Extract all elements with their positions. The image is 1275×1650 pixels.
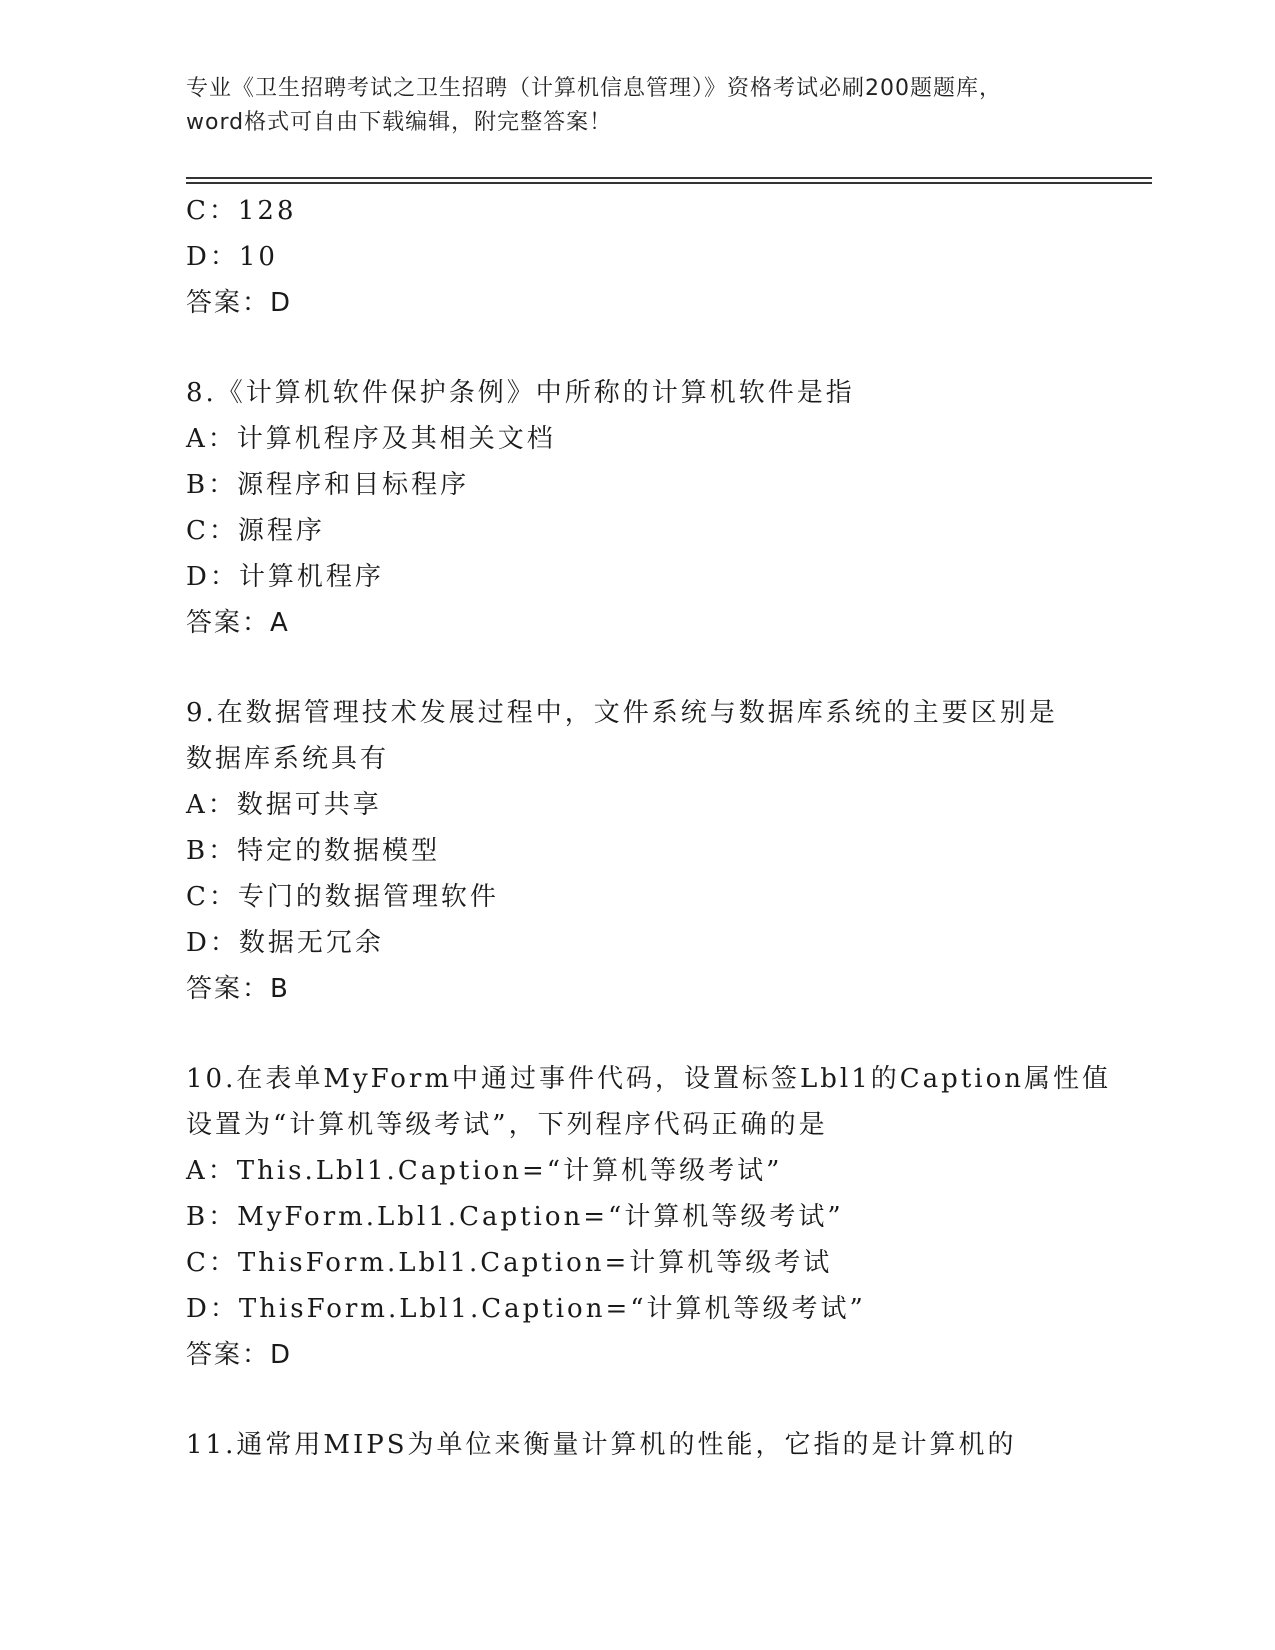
- question-7-continued: [186, 188, 1106, 326]
- question-stem-line-1: 9.在数据管理技术发展过程中，文件系统与数据库系统的主要区别是: [186, 698, 1058, 728]
- question-stem: 11.通常用MIPS为单位来衡量计算机的性能，它指的是计算机的: [186, 1430, 1017, 1460]
- question-stem-line-2: 设置为“计算机等级考试”，下列程序代码正确的是: [186, 1110, 828, 1140]
- option-d: D：ThisForm.Lbl1.Caption=“计算机等级考试”: [186, 1294, 866, 1324]
- question-stem-line-2: 数据库系统具有: [186, 744, 390, 774]
- document-header: [186, 72, 1086, 140]
- option-c: C：源程序: [186, 516, 325, 546]
- question-9: [186, 690, 1106, 1012]
- option-d: D：10: [186, 242, 278, 272]
- option-d: D：数据无冗余: [186, 928, 384, 958]
- question-list: [186, 188, 1111, 1468]
- answer-line: 答案：B: [186, 974, 290, 1004]
- option-b: B：MyForm.Lbl1.Caption=“计算机等级考试”: [186, 1202, 844, 1232]
- header-rule-top: [186, 177, 1152, 179]
- question-10: [186, 1056, 1111, 1378]
- option-c: C：ThisForm.Lbl1.Caption=计算机等级考试: [186, 1248, 833, 1278]
- option-a: A：数据可共享: [186, 790, 382, 820]
- answer-line: 答案：D: [186, 1340, 293, 1370]
- option-c: C：专门的数据管理软件: [186, 882, 499, 912]
- question-stem-line-1: 10.在表单MyForm中通过事件代码，设置标签Lbl1的Caption属性值: [186, 1064, 1111, 1094]
- option-d: D：计算机程序: [186, 562, 384, 592]
- question-8: [186, 370, 1106, 646]
- option-a: A：计算机程序及其相关文档: [186, 424, 556, 454]
- header-line-2: word格式可自由下载编辑，附完整答案！: [186, 110, 613, 135]
- header-line-1: 专业《卫生招聘考试之卫生招聘（计算机信息管理）》资格考试必刷200题题库，: [186, 76, 1002, 101]
- option-c: C：128: [186, 196, 297, 226]
- option-a: A：This.Lbl1.Caption=“计算机等级考试”: [186, 1156, 783, 1186]
- question-11: [186, 1422, 1106, 1468]
- answer-line: 答案：D: [186, 288, 293, 318]
- option-b: B：源程序和目标程序: [186, 470, 470, 500]
- header-rule-bottom: [186, 182, 1152, 184]
- answer-line: 答案：A: [186, 608, 290, 638]
- question-stem: 8.《计算机软件保护条例》中所称的计算机软件是指: [186, 378, 855, 408]
- option-b: B：特定的数据模型: [186, 836, 441, 866]
